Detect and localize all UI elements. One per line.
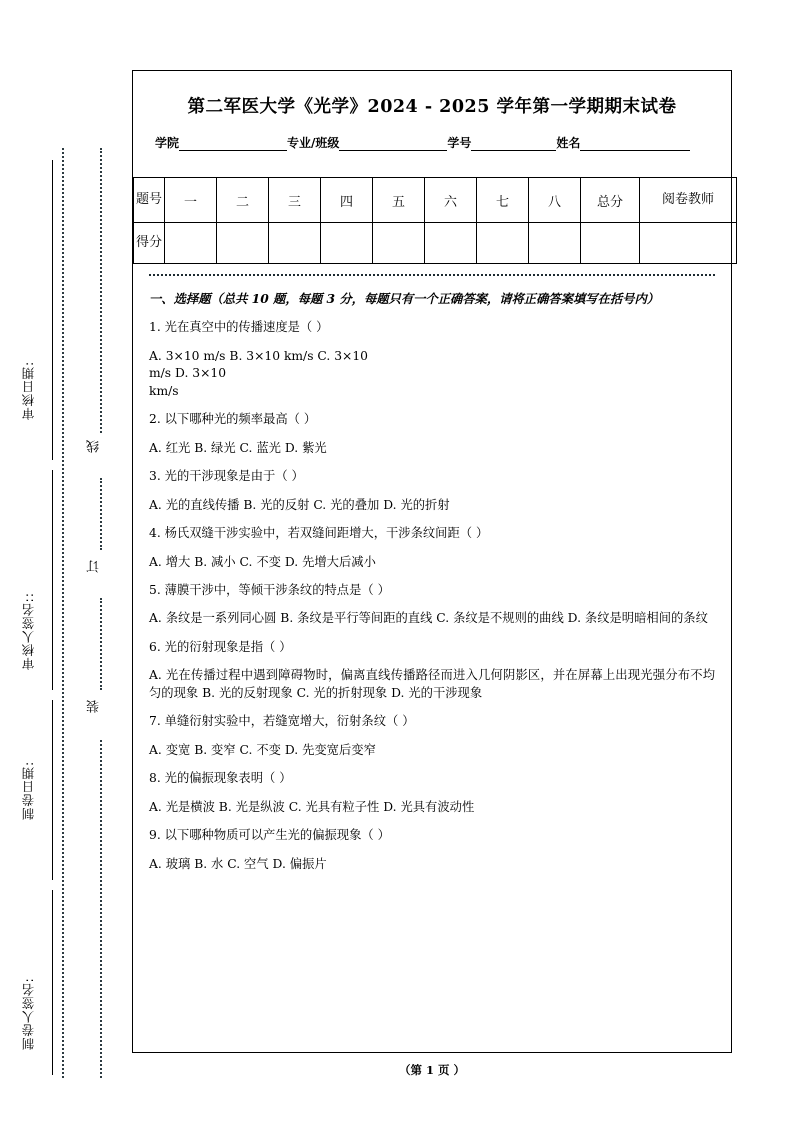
binding-dotted-line-inner-mid-1 xyxy=(100,478,102,550)
field-student-id xyxy=(447,134,556,151)
table-row-question-numbers xyxy=(134,178,737,223)
score-cell-q8[interactable] xyxy=(529,223,581,264)
question-9-options: A. 玻璃 B. 水 C. 空气 D. 偏振片 xyxy=(149,856,327,871)
questions-container xyxy=(149,290,715,873)
producer-signature-label: 制卷人签名: xyxy=(21,977,36,1050)
score-cell-q1[interactable] xyxy=(165,223,217,264)
score-table-header-q7: 七 xyxy=(477,178,529,223)
binding-margin xyxy=(0,0,130,1122)
score-table-row-label-score xyxy=(134,223,165,264)
score-table-header-total: 总分 xyxy=(581,178,640,223)
field-college-label: 学院 xyxy=(155,136,180,150)
margin-rule-4 xyxy=(52,890,53,1075)
table-row-scores xyxy=(134,223,737,264)
field-student-id-label: 学号 xyxy=(447,136,472,150)
score-table-header-q4: 四 xyxy=(321,178,373,223)
field-student-id-input[interactable] xyxy=(471,137,556,151)
score-cell-q7[interactable] xyxy=(477,223,529,264)
field-name-label: 姓名 xyxy=(556,136,581,150)
score-cell-total[interactable] xyxy=(581,223,640,264)
score-table-header-q2: 二 xyxy=(217,178,269,223)
binding-dotted-line-inner-top xyxy=(100,148,102,433)
section-divider xyxy=(149,274,715,276)
section-heading-multiple-choice: 一、选择题（总共 10 题，每题 3 分，每题只有一个正确答案，请将正确答案填写在括号内） xyxy=(149,291,660,306)
binding-char-zhuang: 装 xyxy=(87,700,102,713)
score-table-header-teacher xyxy=(640,178,737,223)
margin-rule-3 xyxy=(52,700,53,880)
row-label-question-text: 题号 xyxy=(135,191,162,207)
question-1-options-line-3: km/s xyxy=(149,383,179,398)
score-table-header-q1: 一 xyxy=(165,178,217,223)
produce-date-label: 制卷日期: xyxy=(21,760,36,820)
auditor-signature-label: 审核人签名:: xyxy=(21,592,36,670)
field-major-class-label: 专业/班级 xyxy=(287,136,340,150)
question-9-stem: 9. 以下哪种物质可以产生光的偏振现象（ ） xyxy=(149,828,390,843)
field-name-input[interactable] xyxy=(580,137,690,151)
field-college-input[interactable] xyxy=(179,137,287,151)
question-4-stem: 4. 杨氏双缝干涉实验中，若双缝间距增大，干涉条纹间距（ ） xyxy=(149,526,489,541)
binding-char-ding: 订 xyxy=(87,560,102,573)
score-cell-q2[interactable] xyxy=(217,223,269,264)
question-1-stem: 1. 光在真空中的传播速度是（ ） xyxy=(149,320,329,335)
page-title: 第二军医大学《光学》2024 - 2025 学年第一学期期末试卷 xyxy=(187,97,677,117)
binding-dotted-line-inner-mid-2 xyxy=(100,598,102,690)
question-1-options-line-1: A. 3×10 m/s B. 3×10 km/s C. 3×10 xyxy=(149,348,368,363)
question-8-options: A. 光是横波 B. 光是纵波 C. 光具有粒子性 D. 光具有波动性 xyxy=(149,799,475,814)
field-name xyxy=(556,134,690,151)
field-major-class xyxy=(287,134,447,151)
exam-paper-body xyxy=(132,70,732,1053)
question-7-options: A. 变宽 B. 变窄 C. 不变 D. 先变宽后变窄 xyxy=(149,742,376,757)
field-college xyxy=(155,134,287,151)
question-3-stem: 3. 光的干涉现象是由于（ ） xyxy=(149,469,304,484)
question-2-stem: 2. 以下哪种光的频率最高（ ） xyxy=(149,412,317,427)
score-cell-q3[interactable] xyxy=(269,223,321,264)
audit-date-label: 审核日期: xyxy=(21,360,36,420)
question-7-stem: 7. 单缝衍射实验中，若缝宽增大，衍射条纹（ ） xyxy=(149,714,415,729)
field-major-class-input[interactable] xyxy=(339,137,447,151)
score-table-row-label-question xyxy=(134,178,165,223)
score-table-header-q8: 八 xyxy=(529,178,581,223)
question-8-stem: 8. 光的偏振现象表明（ ） xyxy=(149,771,292,786)
score-table xyxy=(133,177,737,264)
question-5-options: A. 条纹是一系列同心圆 B. 条纹是平行等间距的直线 C. 条纹是不规则的曲线 D. 条纹是明暗相间的条纹 xyxy=(149,611,708,626)
score-cell-q5[interactable] xyxy=(373,223,425,264)
page-footer xyxy=(132,1062,732,1078)
question-2-options: A. 红光 B. 绿光 C. 蓝光 D. 紫光 xyxy=(149,440,327,455)
score-table-header-teacher-text: 阅卷教师 xyxy=(661,191,714,207)
margin-rule-1 xyxy=(52,160,53,460)
score-table-header-q3: 三 xyxy=(269,178,321,223)
binding-dotted-line-outer xyxy=(62,148,64,1078)
question-5-stem: 5. 薄膜干涉中，等倾干涉条纹的特点是（ ） xyxy=(149,582,390,597)
binding-dotted-line-inner-bottom xyxy=(100,740,102,1078)
score-cell-q4[interactable] xyxy=(321,223,373,264)
question-6-options: A. 光在传播过程中遇到障碍物时，偏离直线传播路径而进入几何阴影区，并在屏幕上出现光强分布不均匀的现象 B. 光的反射现象 C. 光的折射现象 D. 光的干涉现象 xyxy=(149,668,715,700)
score-cell-teacher[interactable] xyxy=(640,223,737,264)
binding-char-xian: 线 xyxy=(87,440,102,453)
question-1-options xyxy=(149,348,715,400)
score-table-header-q5: 五 xyxy=(373,178,425,223)
question-1-options-line-2: m/s D. 3×10 xyxy=(149,366,227,381)
row-label-score-text: 得分 xyxy=(135,234,162,250)
page-number-label: （第 1 页 ） xyxy=(398,1063,465,1077)
margin-rule-2 xyxy=(52,470,53,690)
score-table-header-q6: 六 xyxy=(425,178,477,223)
student-identity-row xyxy=(155,134,713,151)
question-6-stem: 6. 光的衍射现象是指（ ） xyxy=(149,639,292,654)
question-4-options: A. 增大 B. 减小 C. 不变 D. 先增大后减小 xyxy=(149,554,376,569)
score-cell-q6[interactable] xyxy=(425,223,477,264)
question-3-options: A. 光的直线传播 B. 光的反射 C. 光的叠加 D. 光的折射 xyxy=(149,497,450,512)
